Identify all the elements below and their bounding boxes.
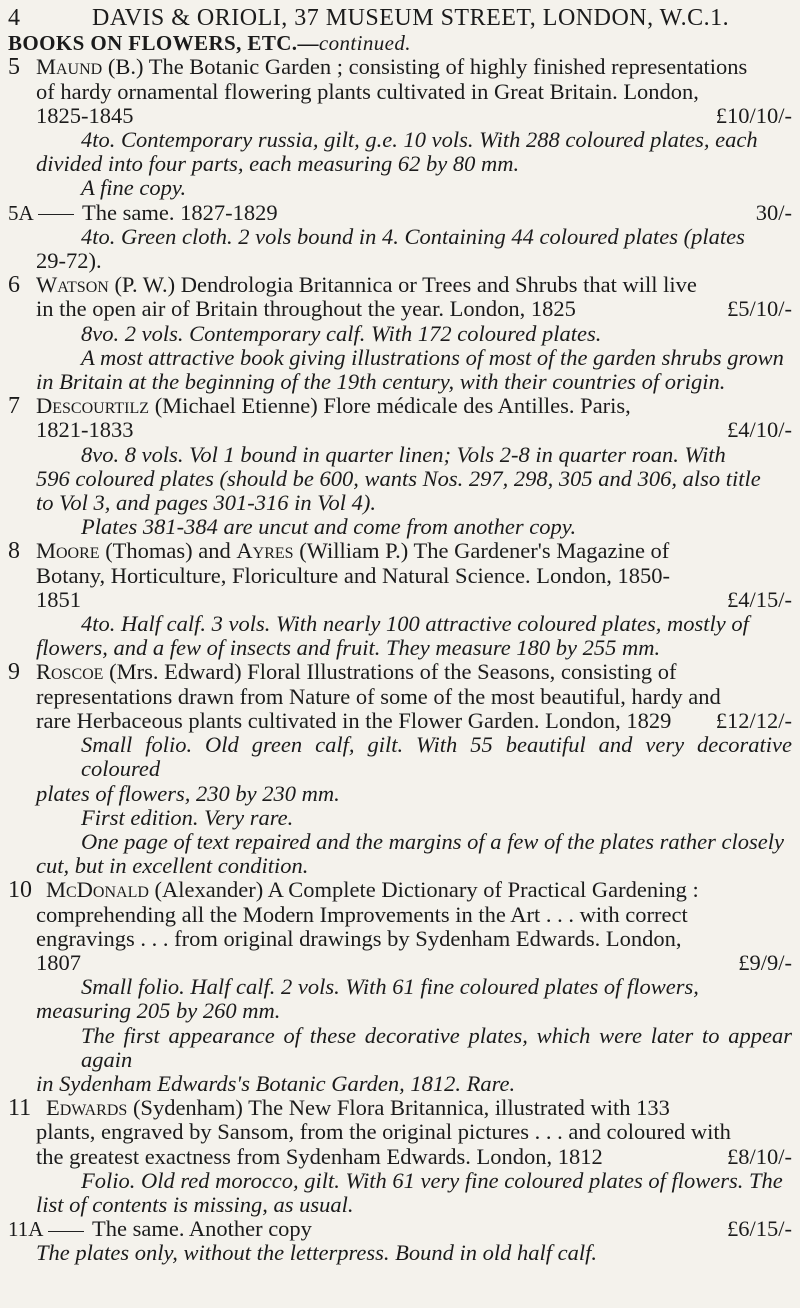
entry-price: £8/10/- xyxy=(727,1143,792,1169)
entry-10: 10 McDonald (Alexander) A Complete Dictionary of Practical Gardening : comprehending all the Modern Improvements in the Art . . . with correct engravings . . . from original drawings by Sydenham Edwards. London, 1807 £9/9/- Small folio. Half calf. 2 vols. With 61 fine coloured plates of flowers, measuring 205 by 260 mm. The first appearance of these decorative plates, which were later to appear again in Sydenham Edwards's Botanic Garden, 1812. Rare. xyxy=(8,877,792,1096)
entry-number: 10 xyxy=(8,877,32,904)
entry-number: 5A xyxy=(8,200,34,225)
page-number: 4 xyxy=(8,5,21,31)
page-header xyxy=(8,6,792,30)
entry-number: 6 xyxy=(8,272,20,299)
section-title: BOOKS ON FLOWERS, ETC.—continued. xyxy=(8,31,411,56)
entry-price: £12/12/- xyxy=(715,707,792,733)
entry-price: 30/- xyxy=(755,199,792,225)
entry-5: 5 Maund (B.) The Botanic Garden ; consisting of highly finished representations of hardy ornamental flowering plants cultivated in Great Britain. London, 1825-1845 £10/10/- 4to. Contemporary russia, gilt, g.e. 10 vols. With 288 coloured plates, each divided into four parts, each measuring 62 by 80 mm. A fine copy. xyxy=(8,54,792,201)
entry-author: Roscoe xyxy=(36,659,104,685)
entry-number: 7 xyxy=(8,393,20,420)
entry-8: 8 Moore (Thomas) and Ayres (William P.) The Gardener's Magazine of Botany, Horticulture, Floriculture and Natural Science. London, 1850- 1851 £4/15/- 4to. Half calf. 3 vols. With nearly 100 attractive coloured plates, mostly of flowers, and a few of insects and fruit. They measure 180 by 255 mm. xyxy=(8,538,792,661)
entry-number: 11A xyxy=(8,1217,44,1242)
ditto-dash xyxy=(48,1231,84,1232)
entry-author-2: Ayres xyxy=(236,538,294,564)
entry-author: McDonald xyxy=(46,877,149,903)
entry-author: Descourtilz xyxy=(36,393,150,419)
entry-price: £4/10/- xyxy=(727,417,792,443)
entry-9: 9 Roscoe (Mrs. Edward) Floral Illustrations of the Seasons, consisting of representations drawn from Nature of some of the most beautiful, hardy and rare Herbaceous plants cultivated in the Flower Garden. London, 1829 £12/12/- Small folio. Old green calf, gilt. With 55 beautiful and very decorative coloured plates of flowers, 230 by 230 mm. First edition. Very rare. One page of text repaired and the margins of a few of the plates rather closely cut, but in excellent condition. xyxy=(8,659,792,879)
entry-number: 8 xyxy=(8,538,20,565)
entry-number: 5 xyxy=(8,54,20,81)
entry-author: Edwards xyxy=(46,1095,128,1121)
entry-11a: 11A The same. Another copy £6/15/- The plates only, without the letterpress. Bound in old half calf. xyxy=(8,1216,792,1266)
entry-5a: 5A The same. 1827-1829 30/- 4to. Green cloth. 2 vols bound in 4. Containing 44 coloured plates (plates 29-72). xyxy=(8,199,792,274)
entry-price: £10/10/- xyxy=(715,102,792,128)
entry-price: £4/15/- xyxy=(727,586,792,612)
entry-price: £5/10/- xyxy=(727,296,792,322)
header-text: DAVIS & ORIOLI, 37 MUSEUM STREET, LONDON, W.C.1. xyxy=(92,5,730,31)
entry-11: 11 Edwards (Sydenham) The New Flora Britannica, illustrated with 133 plants, engraved by Sansom, from the original pictures . . . and coloured with the greatest exactness from Sydenham Edwards. London, 1812 £8/10/- Folio. Old red morocco, gilt. With 61 very fine coloured plates of flowers. The list of contents is missing, as usual. xyxy=(8,1095,792,1217)
entry-author: Watson xyxy=(36,272,109,298)
entry-author: Maund xyxy=(36,54,103,80)
section-continued: continued. xyxy=(318,31,411,56)
ditto-dash xyxy=(38,214,74,215)
entry-6: 6 Watson (P. W.) Dendrologia Britannica or Trees and Shrubs that will live in the open air of Britain throughout the year. London, 1825 £5/10/- 8vo. 2 vols. Contemporary calf. With 172 coloured plates. A most attractive book giving illustrations of most of the garden shrubs grown in Britain at the beginning of the 19th century, with their countries of origin. xyxy=(8,272,792,395)
entry-price: £6/15/- xyxy=(727,1216,792,1242)
entry-number: 9 xyxy=(8,659,20,686)
entry-number: 11 xyxy=(8,1095,32,1122)
entry-price: £9/9/- xyxy=(738,949,792,975)
entry-7: 7 Descourtilz (Michael Etienne) Flore médicale des Antilles. Paris, 1821-1833 £4/10/- 8vo. 8 vols. Vol 1 bound in quarter linen; Vols 2-8 in quarter roan. With 596 coloured plates (should be 600, wants Nos. 297, 298, 305 and 306, also title to Vol 3, and pages 301-316 in Vol 4). Plates 381-384 are uncut and come from another copy. xyxy=(8,393,792,540)
entry-author: Moore xyxy=(36,538,100,564)
